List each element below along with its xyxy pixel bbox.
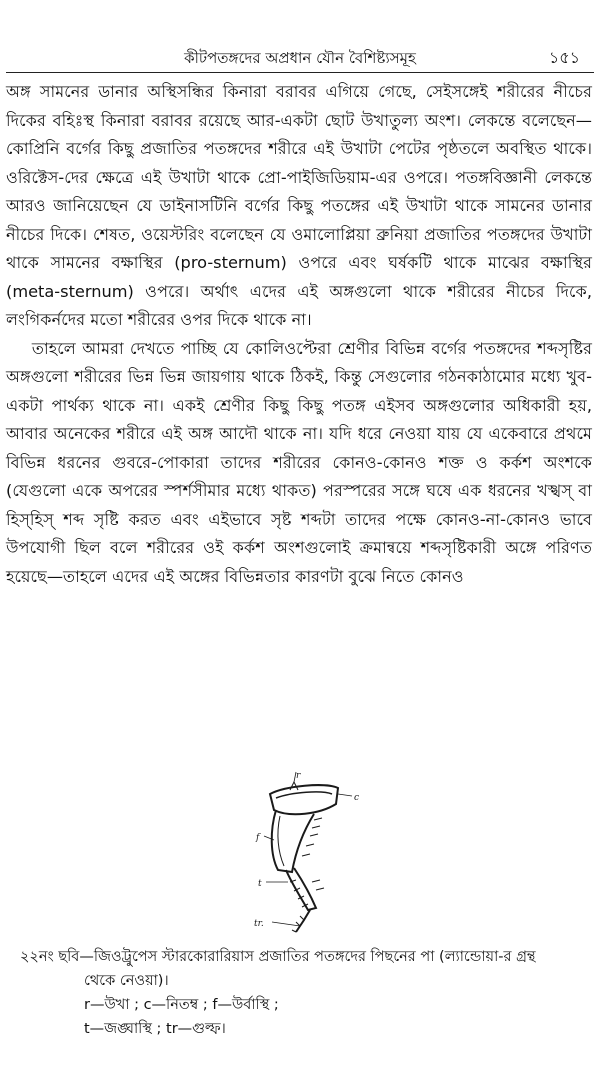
figure-caption xyxy=(20,945,592,1041)
paragraph-1: অঙ্গ সামনের ডানার অস্থিসন্ধির কিনারা বরাবর এগিয়ে গেছে, সেইসঙ্গেই শরীরের নীচের দিকের বহিঃস্থ কিনারা বরাবর রয়েছে আর-একটা ছোট উখাতুল্য অংশ। লেকন্তে বলেছেন—কোপ্রিনি বর্গের কিছু প্রজাতির পতঙ্গদের শরীরে এই উখাটা পেটের পৃষ্ঠতলে অবস্থিত থাকে। ওরিক্টেস-দের ক্ষেত্রে এই উখাটা থাকে প্রো-পাইজিডিয়াম-এর ওপরে। পতঙ্গবিজ্ঞানী লেকন্তে আরও জানিয়েছেন যে ডাইনাসটিনি বর্গের কিছু পতঙ্গের এই উখাটা থাকে সামনের ডানার নীচের দিকে। শেষত, ওয়েস্টরিং বলেছেন যে ওমালোপ্লিয়া ব্রুনিয়া প্রজাতির পতঙ্গদের উখাটা থাকে সামনের বক্ষাস্থির (pro-sternum) ওপরে এবং ঘর্ষকটি থাকে মাঝের বক্ষাস্থির (meta-sternum) ওপরে। অর্থাৎ এদের এই অঙ্গগুলো থাকে শরীরের নীচের দিকে, লংগিকর্নদের মতো শরীরের ওপর দিকে থাকে না। xyxy=(6,82,592,329)
header-rule xyxy=(6,72,594,73)
page-number: ১৫১ xyxy=(548,48,580,67)
caption-legend xyxy=(84,993,592,1041)
figure-label-c: c xyxy=(354,793,360,803)
legend-line-1: r—উখা ; c—নিতম্ব ; f—উর্বাস্থি ; xyxy=(84,997,279,1013)
legend-line-2: t—জঙ্ঘাস্থি ; tr—গুল্ফ। xyxy=(84,1021,226,1037)
figure-label-tr: tr. xyxy=(254,919,264,929)
paragraph-2: তাহলে আমরা দেখতে পাচ্ছি যে কোলিওপ্টেরা শ্রেণীর বিভিন্ন বর্গের পতঙ্গদের শব্দসৃষ্টির অঙ্গগুলো শরীরের ভিন্ন ভিন্ন জায়গায় থাকে ঠিকই, কিন্তু সেগুলোর গঠনকাঠামোর মধ্যে খুব-একটা পার্থক্য থাকে না। একই শ্রেণীর কিছু কিছু পতঙ্গ এইসব অঙ্গগুলোর অধিকারী হয়, আবার অনেকের শরীরে এই অঙ্গ আদৌ থাকে না। যদি ধরে নেওয়া যায় যে একেবারে প্রথমে বিভিন্ন ধরনের গুবরে-পোকারা তাদের শরীরের কোনও-কোনও শক্ত ও কর্কশ অংশকে (যেগুলো একে অপরের স্পর্শসীমার মধ্যে থাকত) পরস্পরের সঙ্গে ঘষে এক ধরনের খস্খস্ বা হিস্‌হিস্ শব্দ সৃষ্টি করত এবং এইভাবে সৃষ্ট শব্দটা তাদের পক্ষে কোনও-না-কোনও ভাবে উপযোগী ছিল বলে শরীরের ওই কর্কশ অংশগুলোই ক্রমান্বয়ে শব্দসৃষ্টিকারী অঙ্গে পরিণত হয়েছে—তাহলে এদের এই অঙ্গের বিভিন্নতার কারণটা বুঝে নিতে কোনও xyxy=(6,338,592,586)
figure-label-f: f xyxy=(256,833,260,843)
figure-label-t: t xyxy=(258,879,262,889)
page-header xyxy=(0,44,600,72)
caption-main: ২২নং ছবি—জিওট্রুপেস স্টারকোরারিয়াস প্রজাতির পতঙ্গদের পিছনের পা (ল্যান্ডোয়া-র গ্রন্থ xyxy=(20,949,536,965)
running-head: কীটপতঙ্গদের অপ্রধান যৌন বৈশিষ্ট্যসমূহ xyxy=(184,49,416,67)
insect-leg-figure xyxy=(230,770,390,940)
caption-continuation: থেকে নেওয়া)। xyxy=(84,973,169,989)
body-text xyxy=(6,78,592,591)
figure-label-r: r xyxy=(296,771,301,781)
